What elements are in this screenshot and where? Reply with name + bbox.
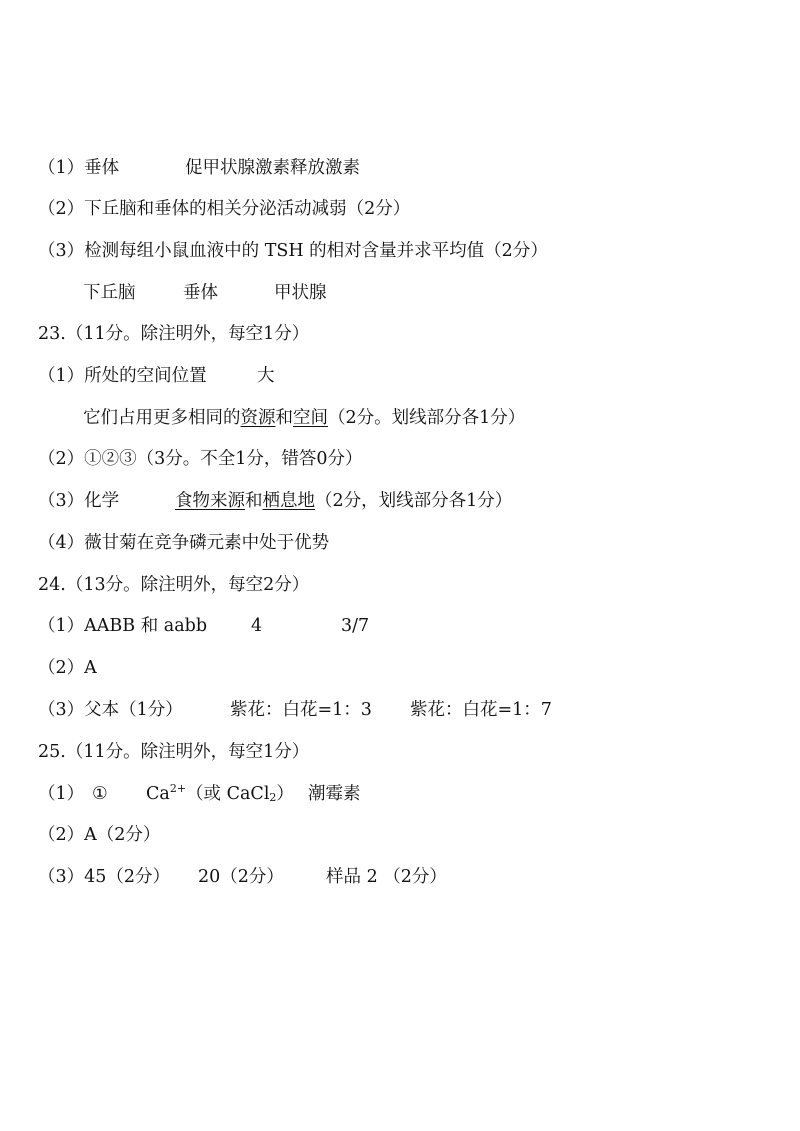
q25-header-text: 25.（11分。除注明外，每空1分） (38, 742, 310, 762)
q22-4-pituitary: 垂体 (183, 283, 218, 303)
q22-3-answer: （3）检测每组小鼠血液中的 TSH 的相对含量并求平均值（2分） (38, 241, 548, 261)
q23-4-number: （3）化学 (38, 491, 120, 511)
q25-1-calcium (146, 779, 294, 809)
q23-2-underline-resource: 资源 (240, 408, 276, 428)
q24-1-count: 4 (251, 616, 263, 636)
q23-2-post: （2分。划线部分各1分） (328, 408, 526, 428)
q24-2-answer: （2）A (38, 658, 97, 678)
q23-line-4 (0, 486, 780, 516)
q24-1-ratio: 3/7 (341, 616, 370, 636)
q23-4-mid: 和 (245, 491, 263, 511)
q25-2-answer: （2）A（2分） (38, 825, 161, 845)
q24-3-parent: （3）父本（1分） (38, 700, 183, 720)
q23-3-answer: （2）①②③（3分。不全1分，错答0分） (38, 449, 363, 469)
q25-1-circled-one: ① (92, 784, 108, 804)
q22-line-1 (0, 153, 780, 183)
q23-1-answer: 大 (257, 366, 275, 386)
q25-3-c: 样品 2 （2分） (326, 867, 447, 887)
q25-line-1 (0, 779, 780, 809)
q23-4-underline-food: 食物来源 (175, 491, 245, 511)
q23-5-answer: （4）薇甘菊在竞争磷元素中处于优势 (38, 533, 330, 553)
q23-header-text: 23.（11分。除注明外，每空1分） (38, 324, 310, 344)
q23-line-1 (0, 361, 780, 391)
q24-line-3 (0, 695, 780, 725)
q23-2-pre: 它们占用更多相同的 (83, 408, 241, 428)
q24-line-2 (0, 653, 780, 683)
q22-line-3 (0, 236, 780, 266)
q25-3-a: （3）45（2分） (38, 867, 171, 887)
q23-2-sentence (83, 403, 525, 433)
q23-line-5 (0, 528, 780, 558)
q24-header-text: 24.（13分。除注明外，每空2分） (38, 575, 310, 595)
q24-line-1 (0, 611, 780, 641)
q24-3-ratio-b: 紫花：白花=1：7 (410, 700, 552, 720)
q23-line-3 (0, 444, 780, 474)
q25-line-2 (0, 820, 780, 850)
q22-line-4 (0, 278, 780, 308)
q24-3-ratio-a: 紫花：白花=1：3 (230, 700, 372, 720)
q22-1-answer: 促甲状腺激素释放激素 (185, 158, 360, 178)
q25-1-close-paren: ） (276, 784, 294, 804)
q23-4-post: （2分，划线部分各1分） (315, 491, 513, 511)
q23-2-mid: 和 (275, 408, 293, 428)
q22-line-2 (0, 194, 780, 224)
q23-4-underline-habitat: 栖息地 (262, 491, 315, 511)
q24-1-genotypes: （1）AABB 和 aabb (38, 616, 208, 636)
q25-line-3 (0, 862, 780, 892)
q25-header (0, 737, 780, 767)
q22-4-thyroid: 甲状腺 (274, 283, 327, 303)
q25-1-cacl-subscript: 2 (269, 791, 277, 804)
q23-header (0, 319, 780, 349)
q24-header (0, 570, 780, 600)
q25-1-number: （1） (38, 784, 85, 804)
q23-4-sentence (175, 486, 512, 516)
q25-1-ca-charge: 2+ (169, 782, 187, 795)
q23-2-underline-space: 空间 (293, 408, 328, 428)
q22-1-number: （1）垂体 (38, 158, 120, 178)
q23-1-number: （1）所处的空间位置 (38, 366, 207, 386)
q25-1-ca-base: Ca (146, 784, 170, 804)
q25-3-b: 20（2分） (198, 867, 284, 887)
q25-1-hygromycin: 潮霉素 (308, 784, 361, 804)
q23-line-2 (0, 403, 780, 433)
q22-4-hypothalamus: 下丘脑 (83, 283, 136, 303)
q22-2-answer: （2）下丘脑和垂体的相关分泌活动减弱（2分） (38, 199, 411, 219)
q25-1-cacl-text: （或 CaCl (186, 784, 270, 804)
